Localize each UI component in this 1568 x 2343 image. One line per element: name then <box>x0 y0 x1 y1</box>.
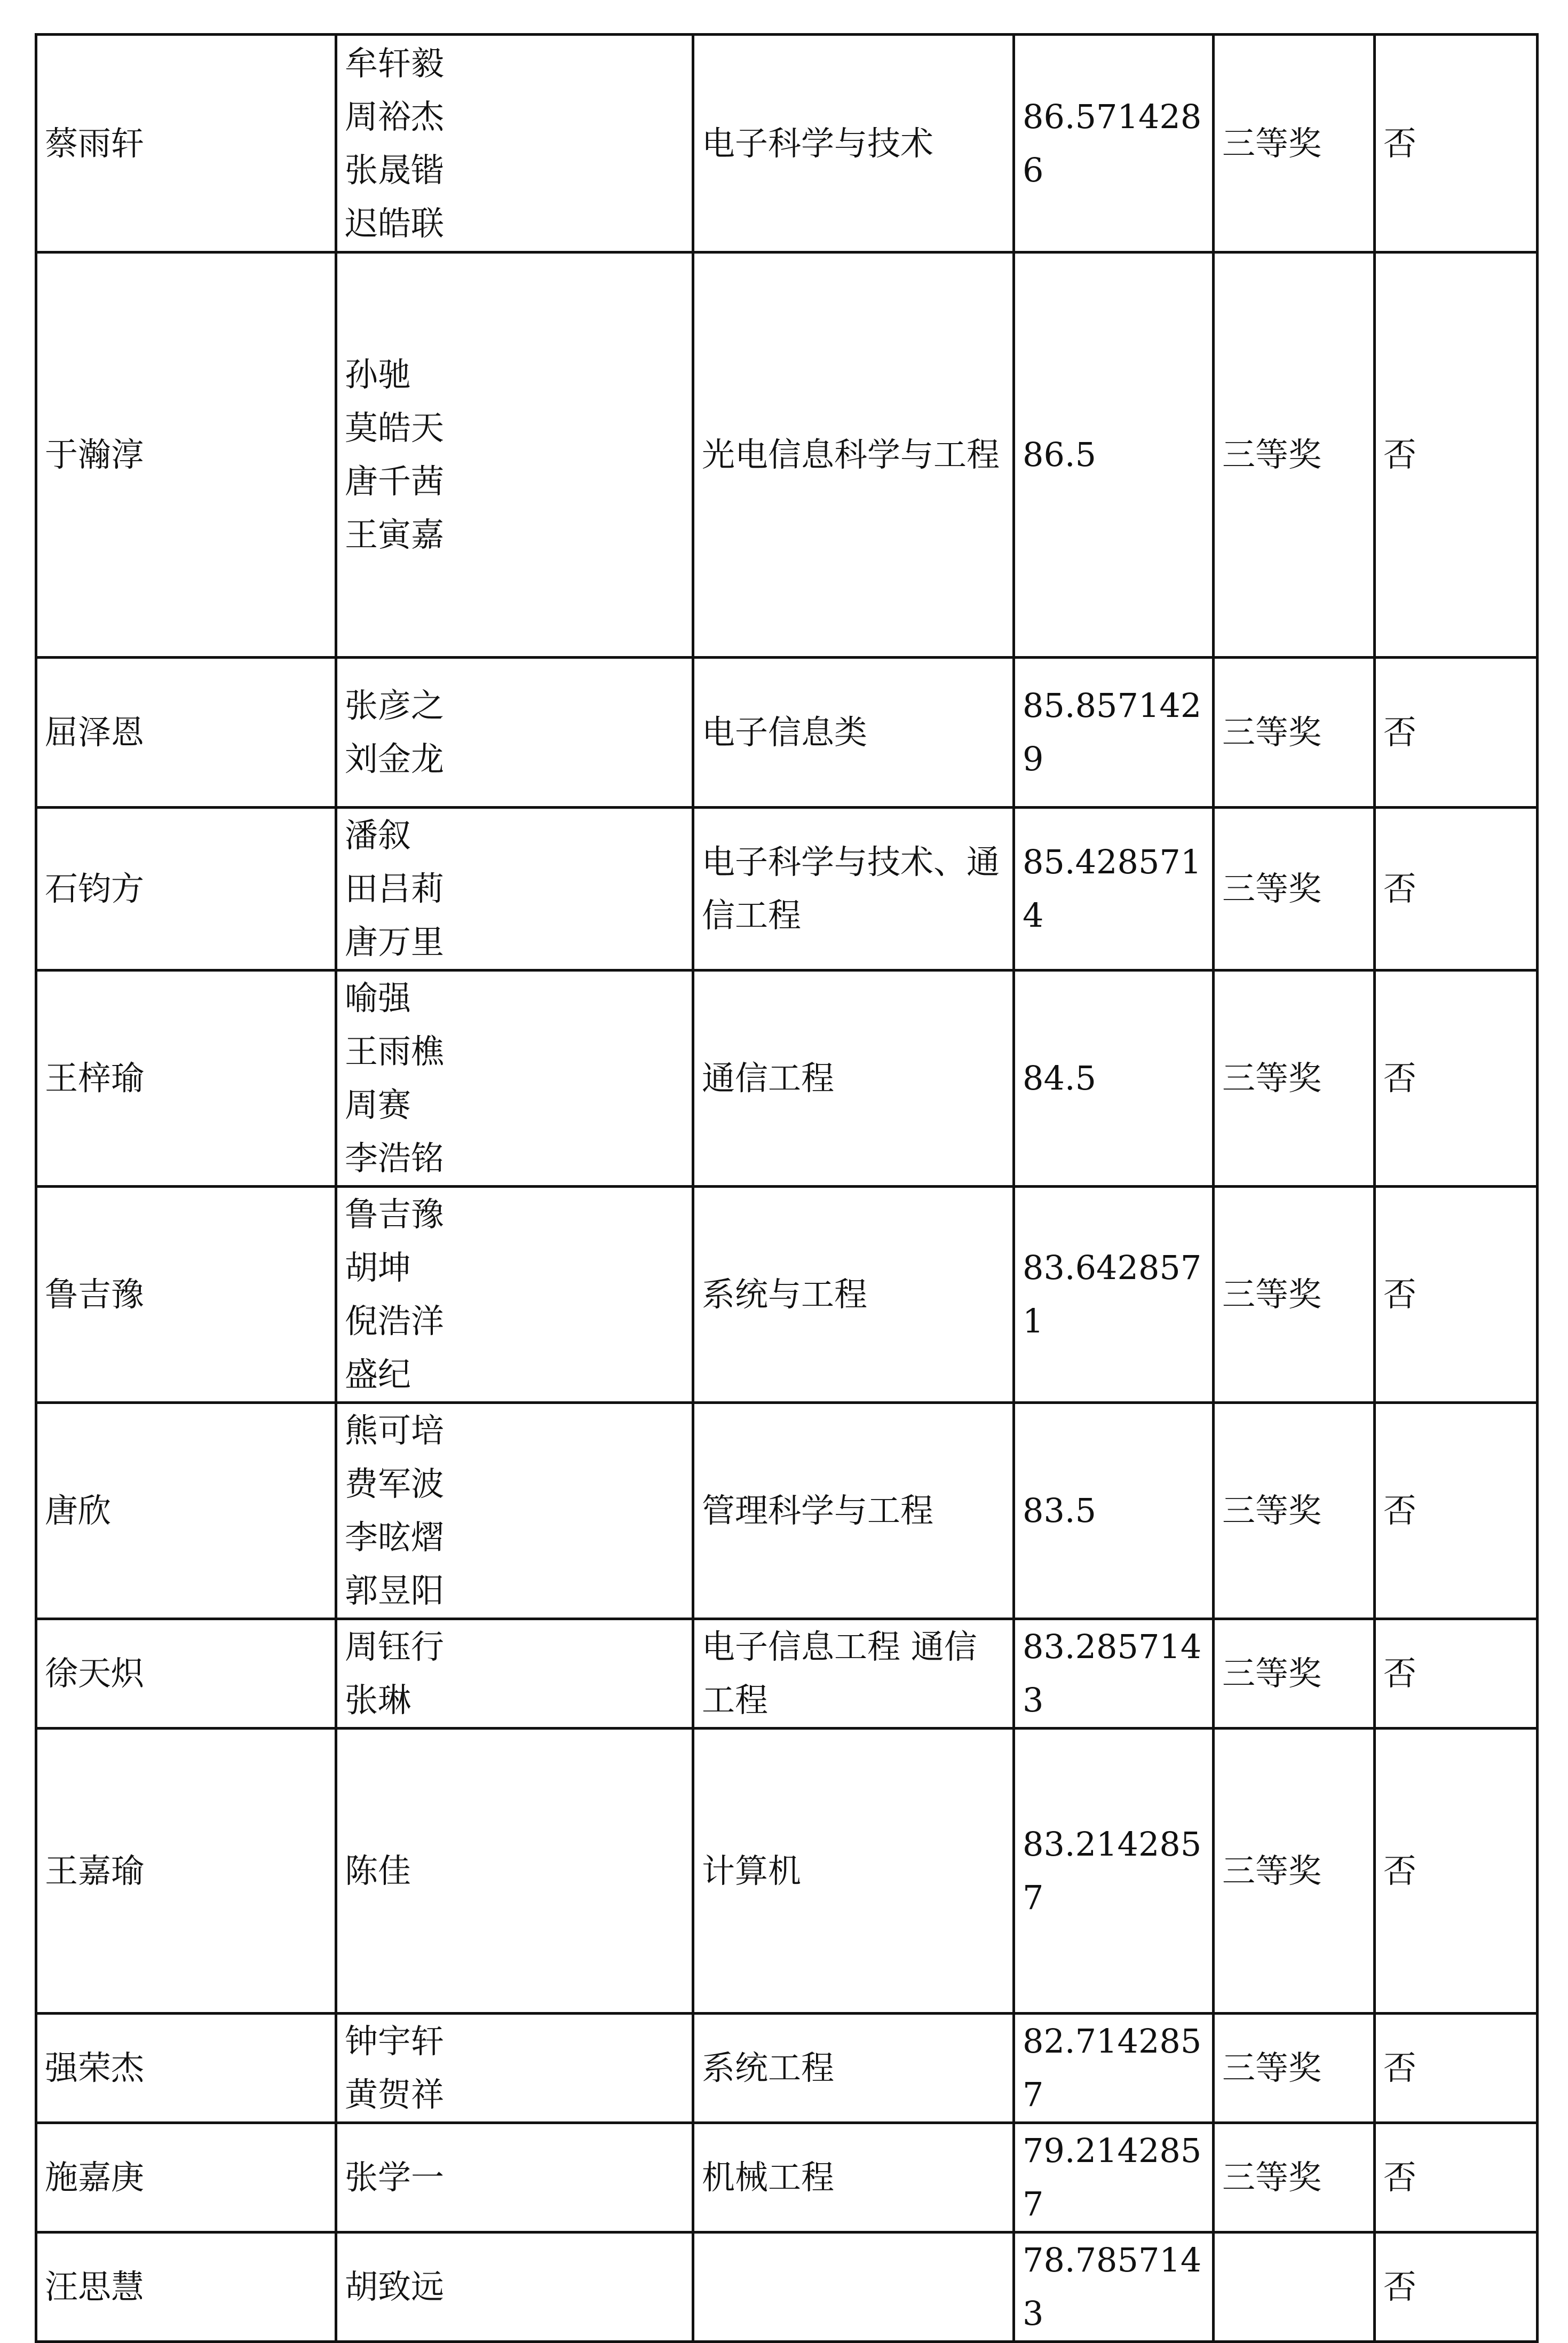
score-cell: 79.2142857 <box>1014 2123 1214 2232</box>
award-cell: 三等奖 <box>1214 35 1375 253</box>
members-cell <box>336 1729 693 2014</box>
major-cell: 光电信息科学与工程 <box>693 253 1014 658</box>
member-name: 田吕莉 <box>345 869 445 908</box>
table-row <box>36 808 1538 971</box>
score-cell: 83.6428571 <box>1014 1187 1214 1403</box>
leader-cell: 屈泽恩 <box>36 658 336 808</box>
table-row <box>36 253 1538 658</box>
score-cell: 86.5 <box>1014 253 1214 658</box>
member-name: 李昡熠 <box>345 1518 445 1557</box>
member-name: 王寅嘉 <box>345 515 445 554</box>
score-cell: 85.8571429 <box>1014 658 1214 808</box>
award-results-table <box>35 33 1539 2343</box>
leader-cell: 鲁吉豫 <box>36 1187 336 1403</box>
leader-cell: 施嘉庚 <box>36 2123 336 2232</box>
flag-cell: 否 <box>1375 2014 1538 2123</box>
table-row <box>36 2123 1538 2232</box>
flag-cell: 否 <box>1375 35 1538 253</box>
member-name: 迟皓联 <box>345 203 445 243</box>
leader-cell: 蔡雨轩 <box>36 35 336 253</box>
members-cell <box>336 1187 693 1403</box>
major-cell: 机械工程 <box>693 2123 1014 2232</box>
award-cell: 三等奖 <box>1214 971 1375 1187</box>
members-cell <box>336 1619 693 1729</box>
flag-cell: 否 <box>1375 1619 1538 1729</box>
award-cell: 三等奖 <box>1214 1403 1375 1619</box>
members-cell <box>336 2014 693 2123</box>
member-name: 周裕杰 <box>345 97 445 136</box>
member-name: 胡致远 <box>345 2267 445 2306</box>
major-cell: 电子信息类 <box>693 658 1014 808</box>
member-name: 张琳 <box>345 1681 411 1719</box>
member-name: 胡坤 <box>345 1248 411 1287</box>
member-name: 熊可培 <box>345 1411 445 1450</box>
member-name: 潘叙 <box>345 816 411 855</box>
members-cell <box>336 808 693 971</box>
member-name: 郭昱阳 <box>345 1571 445 1610</box>
leader-cell: 汪思慧 <box>36 2232 336 2342</box>
table-row <box>36 1403 1538 1619</box>
leader-cell: 唐欣 <box>36 1403 336 1619</box>
score-cell: 86.5714286 <box>1014 35 1214 253</box>
major-cell: 计算机 <box>693 1729 1014 2014</box>
flag-cell: 否 <box>1375 1187 1538 1403</box>
major-cell: 电子科学与技术 <box>693 35 1014 253</box>
member-name: 王雨樵 <box>345 1032 445 1071</box>
score-cell: 78.7857143 <box>1014 2232 1214 2342</box>
flag-cell: 否 <box>1375 2232 1538 2342</box>
member-name: 周钰行 <box>345 1627 445 1666</box>
table-row <box>36 658 1538 808</box>
table-row <box>36 2232 1538 2342</box>
member-name: 刘金龙 <box>345 739 445 778</box>
major-cell: 系统工程 <box>693 2014 1014 2123</box>
members-cell <box>336 35 693 253</box>
member-name: 盛纪 <box>345 1355 411 1394</box>
member-name: 钟宇轩 <box>345 2022 445 2061</box>
member-name: 唐万里 <box>345 922 445 961</box>
flag-cell: 否 <box>1375 2123 1538 2232</box>
major-cell: 系统与工程 <box>693 1187 1014 1403</box>
members-cell <box>336 2123 693 2232</box>
member-name: 黄贺祥 <box>345 2075 445 2114</box>
major-cell <box>693 2232 1014 2342</box>
award-cell: 三等奖 <box>1214 808 1375 971</box>
table-row <box>36 1619 1538 1729</box>
major-cell: 通信工程 <box>693 971 1014 1187</box>
member-name: 倪浩洋 <box>345 1301 445 1340</box>
members-cell <box>336 658 693 808</box>
table-row <box>36 35 1538 253</box>
award-cell: 三等奖 <box>1214 2014 1375 2123</box>
table-row <box>36 1729 1538 2014</box>
flag-cell: 否 <box>1375 253 1538 658</box>
score-cell: 82.7142857 <box>1014 2014 1214 2123</box>
leader-cell: 王梓瑜 <box>36 971 336 1187</box>
flag-cell: 否 <box>1375 971 1538 1187</box>
award-cell <box>1214 2232 1375 2342</box>
score-cell: 83.2857143 <box>1014 1619 1214 1729</box>
member-name: 莫皓天 <box>345 408 445 447</box>
member-name: 陈佳 <box>345 1851 411 1890</box>
member-name: 周赛 <box>345 1085 411 1124</box>
flag-cell: 否 <box>1375 1403 1538 1619</box>
member-name: 张晟锴 <box>345 150 445 190</box>
leader-cell: 王嘉瑜 <box>36 1729 336 2014</box>
member-name: 张彦之 <box>345 686 445 725</box>
score-cell: 84.5 <box>1014 971 1214 1187</box>
leader-cell: 徐天炽 <box>36 1619 336 1729</box>
award-cell: 三等奖 <box>1214 253 1375 658</box>
leader-cell: 于瀚淳 <box>36 253 336 658</box>
member-name: 孙驰 <box>345 355 411 394</box>
members-cell <box>336 2232 693 2342</box>
member-name: 牟轩毅 <box>345 43 445 83</box>
member-name: 李浩铭 <box>345 1139 445 1178</box>
members-cell <box>336 1403 693 1619</box>
flag-cell: 否 <box>1375 808 1538 971</box>
table-body <box>36 35 1538 2342</box>
award-cell: 三等奖 <box>1214 658 1375 808</box>
award-cell: 三等奖 <box>1214 1619 1375 1729</box>
table-row <box>36 971 1538 1187</box>
members-cell <box>336 971 693 1187</box>
member-name: 鲁吉豫 <box>345 1195 445 1234</box>
table-row <box>36 1187 1538 1403</box>
award-cell: 三等奖 <box>1214 1187 1375 1403</box>
table-row <box>36 2014 1538 2123</box>
member-name: 费军波 <box>345 1464 445 1503</box>
major-cell: 电子信息工程 通信工程 <box>693 1619 1014 1729</box>
leader-cell: 强荣杰 <box>36 2014 336 2123</box>
leader-cell: 石钧方 <box>36 808 336 971</box>
members-cell <box>336 253 693 658</box>
flag-cell: 否 <box>1375 658 1538 808</box>
score-cell: 83.2142857 <box>1014 1729 1214 2014</box>
flag-cell: 否 <box>1375 1729 1538 2014</box>
score-cell: 85.4285714 <box>1014 808 1214 971</box>
member-name: 喻强 <box>345 979 411 1017</box>
member-name: 唐千茜 <box>345 462 445 501</box>
award-cell: 三等奖 <box>1214 2123 1375 2232</box>
major-cell: 管理科学与工程 <box>693 1403 1014 1619</box>
member-name: 张学一 <box>345 2158 445 2197</box>
score-cell: 83.5 <box>1014 1403 1214 1619</box>
major-cell: 电子科学与技术、通信工程 <box>693 808 1014 971</box>
award-cell: 三等奖 <box>1214 1729 1375 2014</box>
